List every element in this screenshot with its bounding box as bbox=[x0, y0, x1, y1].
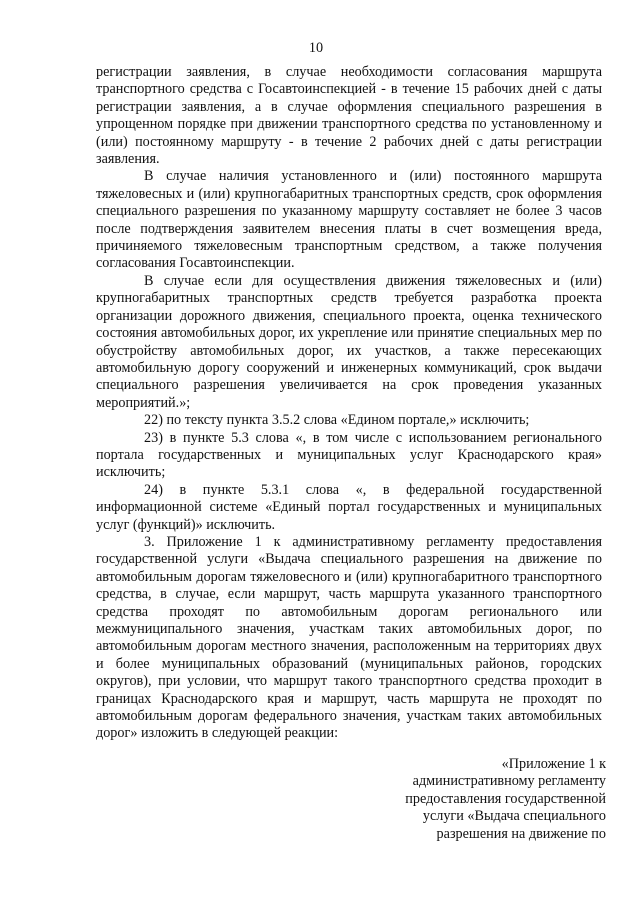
paragraph-established-route: В случае наличия установленного и (или) постоянного маршрута тяжеловесных и (или) крупногабаритных транспортных средств, срок оформления специального разрешения по указанному маршруту составляет не более 3 часов после подтверждения заявителем внесения платы в счет возмещения вреда, причиняемого тяжеловесным транспортным средством, а также получения согласования Госавтоинспекции. bbox=[96, 168, 602, 272]
appendix-line: «Приложение 1 к bbox=[501, 756, 606, 772]
paragraph-item-24: 24) в пункте 5.3.1 слова «, в федеральной государственной информационной системе «Единый портал государственных и муниципальных услуг (функций)» исключить. bbox=[96, 481, 602, 533]
paragraph-project-required: В случае если для осуществления движения тяжеловесных и (или) крупногабаритных транспортных средств требуется разработка проекта организации дорожного движения, специального проекта, оценка технического состояния автомобильных дорог, их укрепление или принятие специальных мер по обустройству автомобильных дорог, их участков, а также пересекающих автомобильную дорогу сооружений и инженерных коммуникаций, срок выдачи специального разрешения увеличивается на срок проведения указанных мероприятий.»; bbox=[96, 272, 602, 411]
appendix-line: разрешения на движение по bbox=[436, 825, 606, 842]
appendix-line: предоставления государственной bbox=[405, 790, 606, 807]
body-text bbox=[96, 64, 602, 743]
appendix-heading bbox=[390, 756, 606, 843]
paragraph-continuation: регистрации заявления, в случае необходимости согласования маршрута транспортного средства с Госавтоинспекцией - в течение 15 рабочих дней с даты регистрации заявления, а в случае оформления специального разрешения в упрощенном порядке при движении транспортного средства по установленному и (или) постоянному маршруту - в течение 2 рабочих дней с даты регистрации заявления. bbox=[96, 64, 602, 168]
page-number: 10 bbox=[308, 40, 324, 56]
paragraph-item-23: 23) в пункте 5.3 слова «, в том числе с использованием регионального портала государственных и муниципальных услуг Краснодарского края» исключить; bbox=[96, 429, 602, 481]
paragraph-item-22: 22) по тексту пункта 3.5.2 слова «Едином портале,» исключить; bbox=[144, 412, 530, 429]
paragraph-section-3: 3. Приложение 1 к административному регламенту предоставления государственной услуги «Выдача специального разрешения на движение по автомобильным дорогам тяжеловесного и (или) крупногабаритного транспортного средства, в случае, если маршрут, часть маршрута указанного транспортного средства проходят по автомобильным дорогам регионального или межмуниципального значения, участкам таких автомобильных дорог, по автомобильным дорогам местного значения, расположенным на территориях двух и более муниципальных образований (муниципальных районов, городских округов), при условии, что маршрут такого транспортного средства проходит в границах Краснодарского края и маршрут, часть маршрута не проходят по автомобильным дорогам федерального значения, участкам таких автомобильных дорог» изложить в следующей реакции: bbox=[96, 533, 602, 742]
appendix-line: услуги «Выдача специального bbox=[422, 808, 606, 825]
appendix-line: административному регламенту bbox=[412, 773, 606, 790]
